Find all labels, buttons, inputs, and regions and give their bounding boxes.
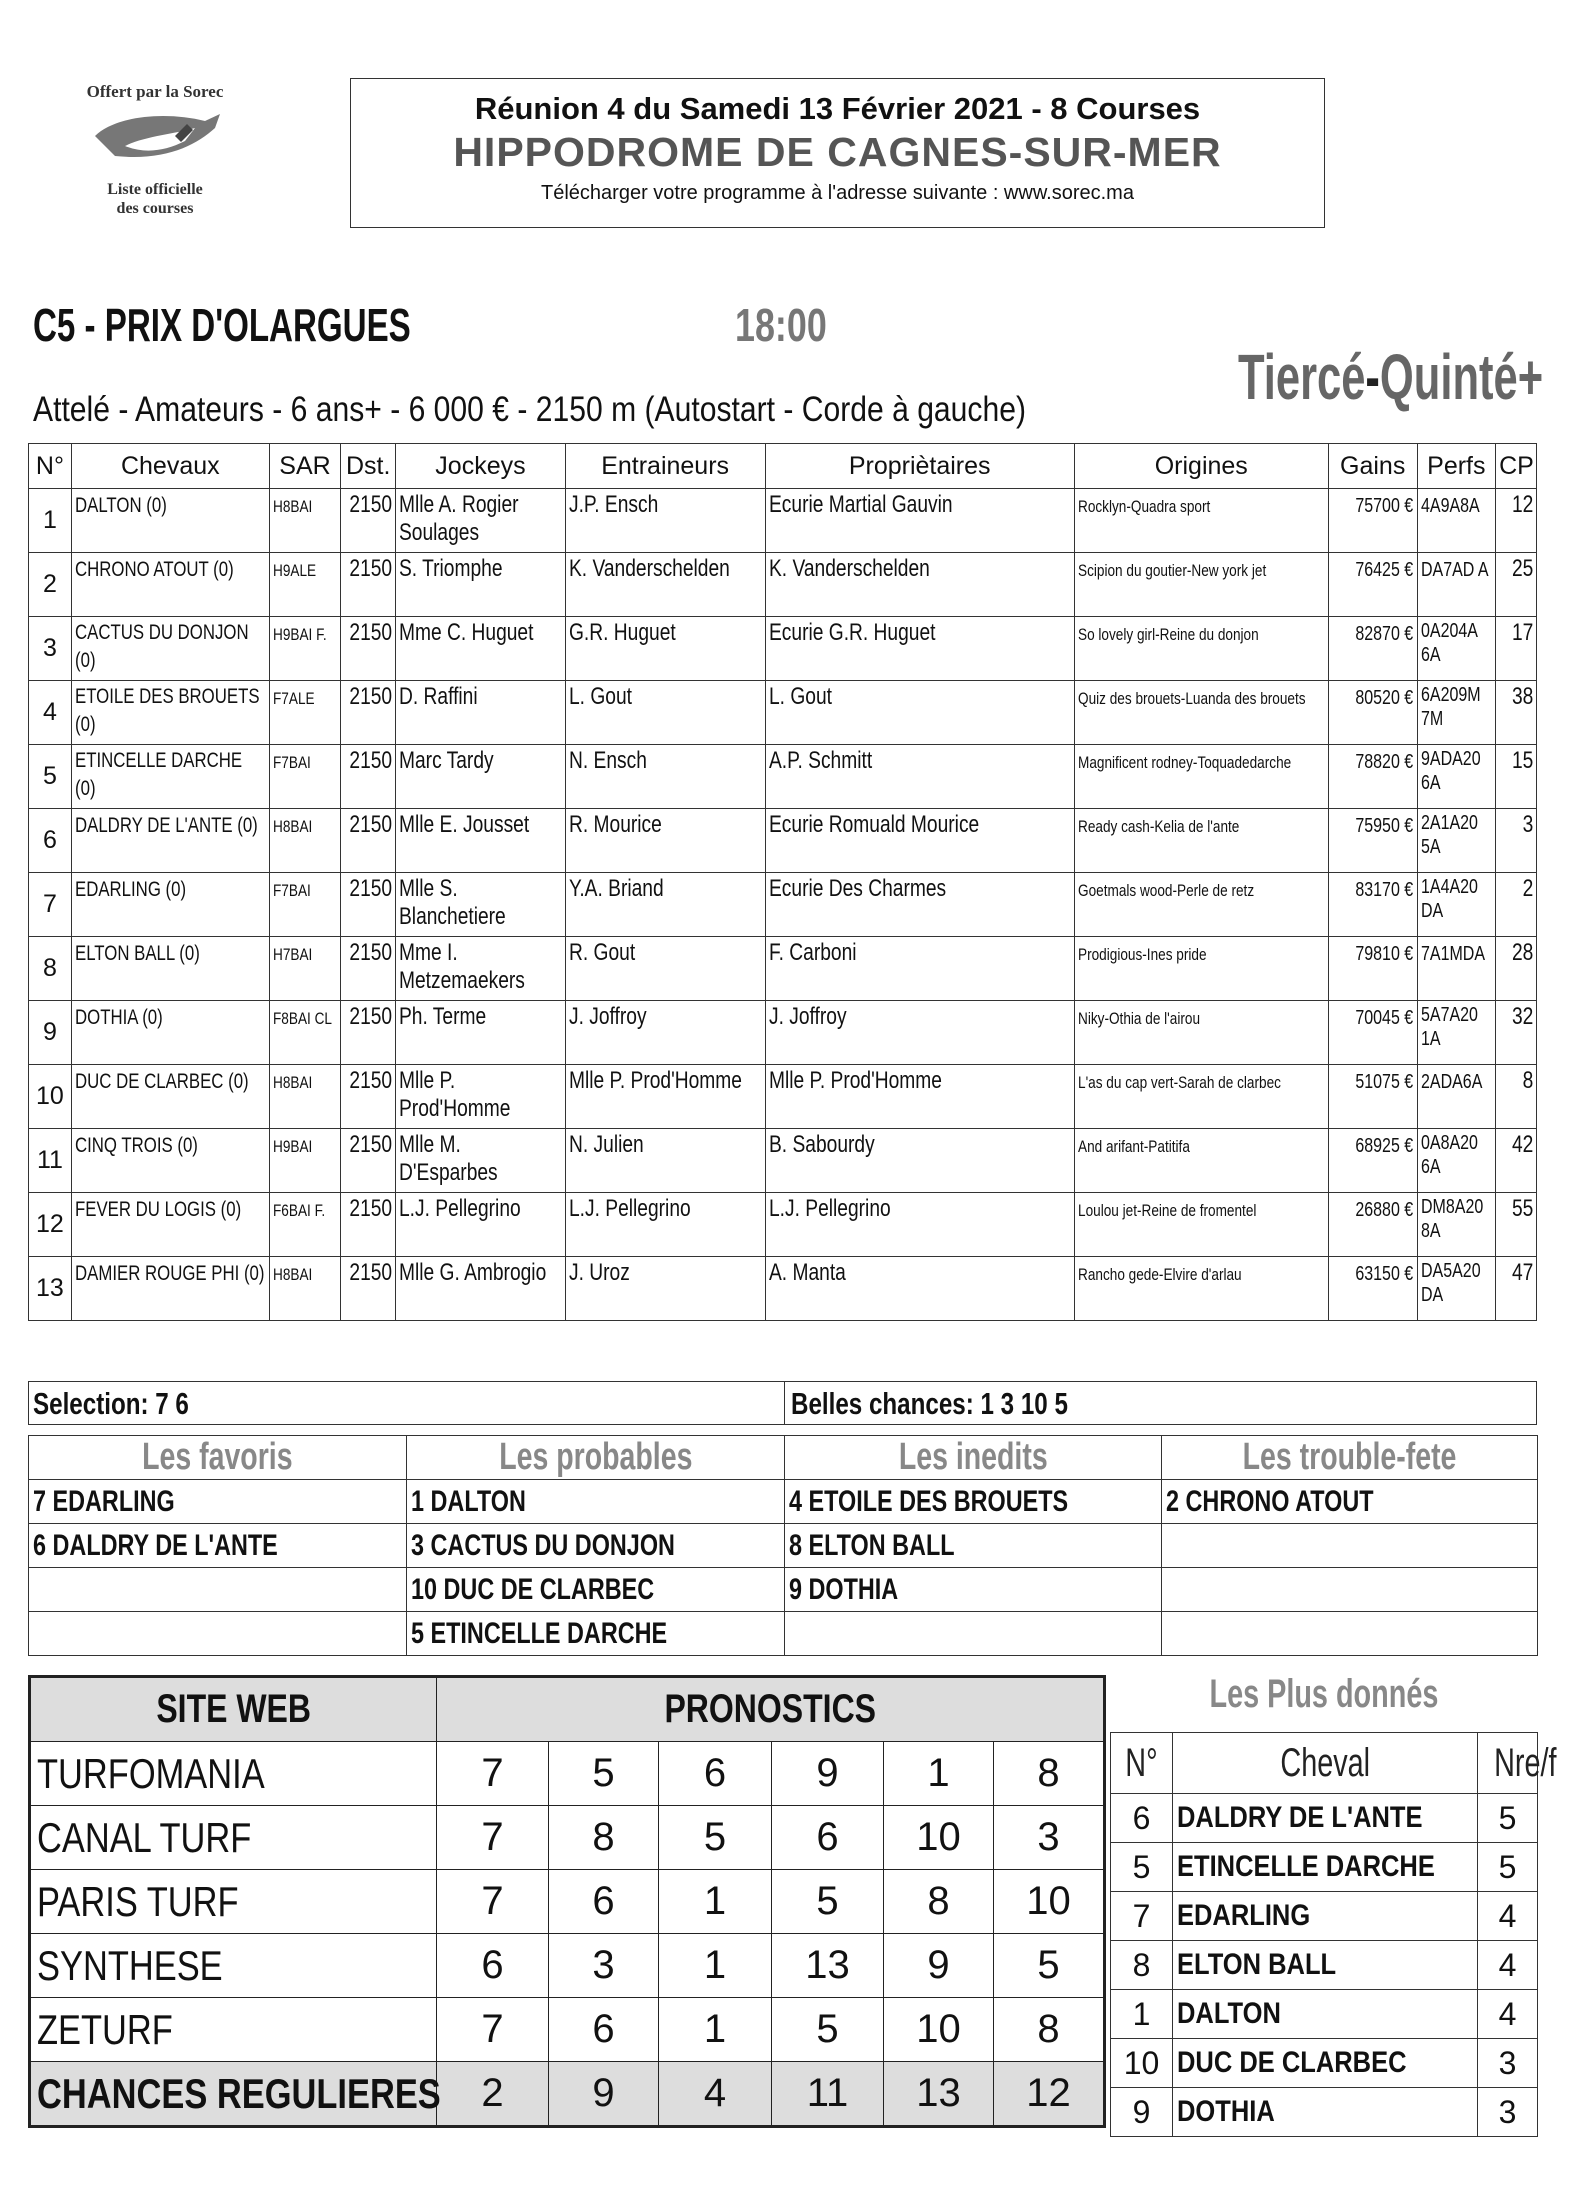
runners-header-row: [29, 444, 1537, 489]
runner-jockey: Mlle M. D'Esparbes: [396, 1129, 565, 1193]
runner-sar: F8BAI CL: [269, 1001, 340, 1065]
pronostics-table: [28, 1675, 1106, 2128]
pronostic-site: TURFOMANIA: [30, 1742, 437, 1806]
runner-row: [29, 681, 1537, 745]
runner-cp: 32: [1496, 1001, 1537, 1065]
pronostic-value: 5: [549, 1742, 659, 1806]
runner-gains: 70045 €: [1328, 1001, 1417, 1065]
runner-origin: Rocklyn-Quadra sport: [1074, 489, 1328, 553]
pronostic-value: 9: [884, 1934, 994, 1998]
plus-donnes-count: 5: [1478, 1794, 1538, 1843]
plus-donnes-header: Cheval: [1173, 1733, 1478, 1794]
pronostic-value: 8: [994, 1742, 1105, 1806]
runner-horse: DUC DE CLARBEC (0): [71, 1065, 269, 1129]
pronostic-value: 11: [772, 2062, 884, 2127]
runner-gains: 75700 €: [1328, 489, 1417, 553]
runner-owner: L. Gout: [765, 681, 1074, 745]
plus-donnes-number: 6: [1111, 1794, 1173, 1843]
runner-horse: ETOILE DES BROUETS (0): [71, 681, 269, 745]
runner-trainer: R. Gout: [565, 937, 765, 1001]
plus-donnes-row: [1111, 2039, 1538, 2088]
runner-cp: 15: [1496, 745, 1537, 809]
pronostic-row: [30, 2062, 1105, 2127]
runner-row: [29, 1001, 1537, 1065]
runner-row: [29, 873, 1537, 937]
runner-dst: 2150: [341, 489, 396, 553]
pronostic-value: 12: [994, 2062, 1105, 2127]
selection-text: Selection: 7 6: [33, 1386, 189, 1421]
runner-n: 2: [29, 553, 72, 617]
pronostic-value: 10: [884, 1998, 994, 2062]
runner-perfs: DA7AD A: [1417, 553, 1496, 617]
plus-donnes-horse: EDARLING: [1173, 1892, 1478, 1941]
column-header: CP: [1496, 444, 1537, 489]
category-cell: 4 ETOILE DES BROUETS: [785, 1480, 1162, 1524]
pronostic-row: [30, 1806, 1105, 1870]
runner-jockey: Mlle S. Blanchetiere: [396, 873, 565, 937]
runner-origin: Goetmals wood-Perle de retz: [1074, 873, 1328, 937]
runner-owner: F. Carboni: [765, 937, 1074, 1001]
runner-sar: H7BAI: [269, 937, 340, 1001]
runner-perfs: DA5A20 DA: [1417, 1257, 1496, 1321]
pronostic-value: 7: [437, 1806, 549, 1870]
sorec-logo: [60, 82, 250, 232]
plus-donnes-row: [1111, 2088, 1538, 2137]
runner-owner: Ecurie Des Charmes: [765, 873, 1074, 937]
plus-donnes-table: [1110, 1732, 1557, 2137]
runner-cp: 42: [1496, 1129, 1537, 1193]
belles-chances-text: Belles chances: 1 3 10 5: [791, 1386, 1068, 1421]
selection-bar: [28, 1381, 1537, 1425]
pronostic-value: 7: [437, 1998, 549, 2062]
plus-donnes-horse: DOTHIA: [1173, 2088, 1478, 2137]
runner-jockey: S. Triomphe: [396, 553, 565, 617]
runner-trainer: J. Joffroy: [565, 1001, 765, 1065]
runner-gains: 76425 €: [1328, 553, 1417, 617]
pronostic-value: 6: [659, 1742, 772, 1806]
category-cell: 9 DOTHIA: [785, 1568, 1162, 1612]
venue-name: HIPPODROME DE CAGNES-SUR-MER: [453, 129, 1222, 175]
logo-offered-by: Offert par la Sorec: [86, 82, 224, 101]
runner-n: 6: [29, 809, 72, 873]
runner-dst: 2150: [341, 1065, 396, 1129]
column-header: N°: [29, 444, 72, 489]
pronostic-value: 1: [884, 1742, 994, 1806]
runner-row: [29, 489, 1537, 553]
runner-horse: CINQ TROIS (0): [71, 1129, 269, 1193]
column-header: Entraineurs: [565, 444, 765, 489]
category-cell: [29, 1612, 407, 1656]
runner-origin: Scipion du goutier-New york jet: [1074, 553, 1328, 617]
runner-jockey: L.J. Pellegrino: [396, 1193, 565, 1257]
category-cell: 2 CHRONO ATOUT: [1162, 1480, 1538, 1524]
plus-donnes-header: Nre/f: [1478, 1733, 1538, 1794]
runner-row: [29, 1129, 1537, 1193]
horse-logo-icon: [75, 106, 235, 176]
runner-n: 11: [29, 1129, 72, 1193]
runner-gains: 68925 €: [1328, 1129, 1417, 1193]
column-header: Dst.: [341, 444, 396, 489]
runner-jockey: Mme C. Huguet: [396, 617, 565, 681]
runner-owner: K. Vanderschelden: [765, 553, 1074, 617]
pronostic-value: 3: [549, 1934, 659, 1998]
pronostic-value: 10: [994, 1870, 1105, 1934]
category-cell: [785, 1612, 1162, 1656]
runner-owner: Ecurie Martial Gauvin: [765, 489, 1074, 553]
runner-n: 10: [29, 1065, 72, 1129]
runner-cp: 17: [1496, 617, 1537, 681]
pronostic-site: CHANCES REGULIERES: [30, 2062, 437, 2127]
runner-gains: 51075 €: [1328, 1065, 1417, 1129]
runner-dst: 2150: [341, 681, 396, 745]
runner-jockey: Mlle E. Jousset: [396, 809, 565, 873]
runner-owner: L.J. Pellegrino: [765, 1193, 1074, 1257]
category-header: Les favoris: [29, 1436, 407, 1480]
runner-n: 1: [29, 489, 72, 553]
plus-donnes-count: 3: [1478, 2039, 1538, 2088]
category-cell: 3 CACTUS DU DONJON: [407, 1524, 785, 1568]
runner-origin: Prodigious-Ines pride: [1074, 937, 1328, 1001]
column-header: Perfs: [1417, 444, 1496, 489]
runner-perfs: DM8A20 8A: [1417, 1193, 1496, 1257]
runner-owner: Mlle P. Prod'Homme: [765, 1065, 1074, 1129]
runner-perfs: 1A4A20 DA: [1417, 873, 1496, 937]
runner-sar: H8BAI: [269, 1257, 340, 1321]
runner-sar: H8BAI: [269, 809, 340, 873]
pronostic-value: 9: [772, 1742, 884, 1806]
plus-donnes-number: 9: [1111, 2088, 1173, 2137]
runner-origin: Loulou jet-Reine de fromentel: [1074, 1193, 1328, 1257]
plus-donnes-count: 4: [1478, 1990, 1538, 2039]
runner-origin: And arifant-Patitifa: [1074, 1129, 1328, 1193]
runner-perfs: 4A9A8A: [1417, 489, 1496, 553]
runner-horse: DOTHIA (0): [71, 1001, 269, 1065]
category-row: [29, 1568, 1538, 1612]
pronostic-value: 5: [659, 1806, 772, 1870]
categories-table: [28, 1435, 1538, 1656]
runner-dst: 2150: [341, 937, 396, 1001]
runner-row: [29, 617, 1537, 681]
runner-sar: F7BAI: [269, 745, 340, 809]
runner-owner: Ecurie G.R. Huguet: [765, 617, 1074, 681]
runner-owner: B. Sabourdy: [765, 1129, 1074, 1193]
runner-trainer: Mlle P. Prod'Homme: [565, 1065, 765, 1129]
runner-jockey: Mlle G. Ambrogio: [396, 1257, 565, 1321]
plus-donnes-count: 4: [1478, 1892, 1538, 1941]
pronostic-value: 13: [772, 1934, 884, 1998]
plus-donnes-row: [1111, 1843, 1538, 1892]
runner-horse: FEVER DU LOGIS (0): [71, 1193, 269, 1257]
plus-donnes-title: Les Plus donnés: [1209, 1672, 1438, 1716]
category-cell: 1 DALTON: [407, 1480, 785, 1524]
runner-gains: 83170 €: [1328, 873, 1417, 937]
logo-line-2: des courses: [116, 200, 194, 217]
category-cell: 6 DALDRY DE L'ANTE: [29, 1524, 407, 1568]
pronostic-value: 3: [994, 1806, 1105, 1870]
bet-type: [1238, 340, 1543, 414]
runner-cp: 55: [1496, 1193, 1537, 1257]
runner-dst: 2150: [341, 1193, 396, 1257]
pronostic-value: 6: [772, 1806, 884, 1870]
category-cell: [1162, 1612, 1538, 1656]
plus-donnes-row: [1111, 1941, 1538, 1990]
category-cell: [1162, 1524, 1538, 1568]
runner-owner: J. Joffroy: [765, 1001, 1074, 1065]
pronostics-header: PRONOSTICS: [437, 1677, 1105, 1742]
meeting-info: Réunion 4 du Samedi 13 Février 2021 - 8 Courses: [474, 91, 1201, 126]
pronostic-value: 5: [772, 1870, 884, 1934]
pronostic-value: 5: [772, 1998, 884, 2062]
pronostic-value: 6: [437, 1934, 549, 1998]
runner-origin: L'as du cap vert-Sarah de clarbec: [1074, 1065, 1328, 1129]
runner-perfs: 5A7A20 1A: [1417, 1001, 1496, 1065]
column-header: SAR: [269, 444, 340, 489]
runner-cp: 25: [1496, 553, 1537, 617]
category-cell: 5 ETINCELLE DARCHE: [407, 1612, 785, 1656]
pronostic-site: PARIS TURF: [30, 1870, 437, 1934]
pronostic-value: 10: [884, 1806, 994, 1870]
race-conditions: Attelé - Amateurs - 6 ans+ - 6 000 € - 2150 m (Autostart - Corde à gauche): [33, 390, 1026, 429]
category-cell: [29, 1568, 407, 1612]
runner-cp: 3: [1496, 809, 1537, 873]
runner-horse: CHRONO ATOUT (0): [71, 553, 269, 617]
runner-n: 7: [29, 873, 72, 937]
runner-row: [29, 1257, 1537, 1321]
runner-row: [29, 745, 1537, 809]
runner-gains: 26880 €: [1328, 1193, 1417, 1257]
runner-dst: 2150: [341, 809, 396, 873]
runner-horse: DALTON (0): [71, 489, 269, 553]
runner-jockey: Ph. Terme: [396, 1001, 565, 1065]
plus-donnes-horse: ETINCELLE DARCHE: [1173, 1843, 1478, 1892]
runner-horse: ETINCELLE DARCHE (0): [71, 745, 269, 809]
category-cell: 10 DUC DE CLARBEC: [407, 1568, 785, 1612]
runner-origin: Ready cash-Kelia de l'ante: [1074, 809, 1328, 873]
runner-sar: F6BAI F.: [269, 1193, 340, 1257]
runner-gains: 75950 €: [1328, 809, 1417, 873]
plus-donnes-number: 10: [1111, 2039, 1173, 2088]
runner-perfs: 0A204A 6A: [1417, 617, 1496, 681]
logo-line-1: Liste officielle: [107, 181, 203, 198]
runner-gains: 63150 €: [1328, 1257, 1417, 1321]
runner-origin: Magnificent rodney-Toquadedarche: [1074, 745, 1328, 809]
runners-table: [28, 443, 1537, 1321]
runner-sar: H8BAI: [269, 489, 340, 553]
plus-donnes-header: N°: [1111, 1733, 1173, 1794]
runner-sar: H9BAI: [269, 1129, 340, 1193]
pronostic-value: 2: [437, 2062, 549, 2127]
runner-jockey: Marc Tardy: [396, 745, 565, 809]
plus-donnes-count: 4: [1478, 1941, 1538, 1990]
bet-dash: -: [1365, 341, 1380, 413]
runner-trainer: L. Gout: [565, 681, 765, 745]
pronostic-row: [30, 1870, 1105, 1934]
runner-cp: 12: [1496, 489, 1537, 553]
plus-donnes-count: 3: [1478, 2088, 1538, 2137]
column-header: Propriètaires: [765, 444, 1074, 489]
pronostic-value: 1: [659, 1870, 772, 1934]
runner-row: [29, 1193, 1537, 1257]
category-cell: [1162, 1568, 1538, 1612]
runner-horse: DAMIER ROUGE PHI (0): [71, 1257, 269, 1321]
runner-n: 13: [29, 1257, 72, 1321]
pronostic-value: 8: [884, 1870, 994, 1934]
pronostic-site: ZETURF: [30, 1998, 437, 2062]
runner-dst: 2150: [341, 1257, 396, 1321]
runner-trainer: N. Julien: [565, 1129, 765, 1193]
pronostic-row: [30, 1998, 1105, 2062]
runner-jockey: Mlle P. Prod'Homme: [396, 1065, 565, 1129]
runner-trainer: J.P. Ensch: [565, 489, 765, 553]
race-title: C5 - PRIX D'OLARGUES: [33, 299, 411, 351]
pronostic-value: 6: [549, 1870, 659, 1934]
plus-donnes-horse: DALTON: [1173, 1990, 1478, 2039]
column-header: Chevaux: [71, 444, 269, 489]
runner-horse: DALDRY DE L'ANTE (0): [71, 809, 269, 873]
runner-dst: 2150: [341, 617, 396, 681]
runner-gains: 78820 €: [1328, 745, 1417, 809]
pronostic-value: 8: [994, 1998, 1105, 2062]
category-cell: 7 EDARLING: [29, 1480, 407, 1524]
runner-trainer: L.J. Pellegrino: [565, 1193, 765, 1257]
runner-cp: 38: [1496, 681, 1537, 745]
runner-n: 4: [29, 681, 72, 745]
runner-sar: H9BAI F.: [269, 617, 340, 681]
plus-donnes-number: 7: [1111, 1892, 1173, 1941]
runner-origin: So lovely girl-Reine du donjon: [1074, 617, 1328, 681]
runner-origin: Rancho gede-Elvire d'arlau: [1074, 1257, 1328, 1321]
pronostic-value: 6: [549, 1998, 659, 2062]
pronostic-value: 7: [437, 1870, 549, 1934]
runner-owner: A.P. Schmitt: [765, 745, 1074, 809]
runner-row: [29, 937, 1537, 1001]
runner-jockey: Mlle A. Rogier Soulages: [396, 489, 565, 553]
category-row: [29, 1524, 1538, 1568]
runner-trainer: Y.A. Briand: [565, 873, 765, 937]
runner-perfs: 7A1MDA: [1417, 937, 1496, 1001]
runner-gains: 79810 €: [1328, 937, 1417, 1001]
download-info: Télécharger votre programme à l'adresse suivante : www.sorec.ma: [541, 182, 1134, 204]
runner-perfs: 2ADA6A: [1417, 1065, 1496, 1129]
runner-gains: 82870 €: [1328, 617, 1417, 681]
runner-perfs: 6A209M 7M: [1417, 681, 1496, 745]
runner-cp: 28: [1496, 937, 1537, 1001]
runner-n: 3: [29, 617, 72, 681]
pronostic-row: [30, 1934, 1105, 1998]
category-row: [29, 1612, 1538, 1656]
runner-cp: 2: [1496, 873, 1537, 937]
plus-donnes-number: 5: [1111, 1843, 1173, 1892]
category-header: Les probables: [407, 1436, 785, 1480]
runner-dst: 2150: [341, 745, 396, 809]
pronostic-value: 7: [437, 1742, 549, 1806]
pronostic-row: [30, 1742, 1105, 1806]
runner-trainer: R. Mourice: [565, 809, 765, 873]
column-header: Gains: [1328, 444, 1417, 489]
runner-perfs: 0A8A20 6A: [1417, 1129, 1496, 1193]
runner-horse: CACTUS DU DONJON (0): [71, 617, 269, 681]
category-row: [29, 1480, 1538, 1524]
runner-perfs: 2A1A20 5A: [1417, 809, 1496, 873]
plus-donnes-row: [1111, 1990, 1538, 2039]
runner-trainer: G.R. Huguet: [565, 617, 765, 681]
runner-trainer: N. Ensch: [565, 745, 765, 809]
category-cell: 8 ELTON BALL: [785, 1524, 1162, 1568]
runner-cp: 8: [1496, 1065, 1537, 1129]
meeting-header: [350, 78, 1325, 228]
column-header: Jockeys: [396, 444, 565, 489]
runner-owner: Ecurie Romuald Mourice: [765, 809, 1074, 873]
runner-sar: H9ALE: [269, 553, 340, 617]
runner-row: [29, 553, 1537, 617]
plus-donnes-horse: ELTON BALL: [1173, 1941, 1478, 1990]
pronostic-site: CANAL TURF: [30, 1806, 437, 1870]
runner-jockey: D. Raffini: [396, 681, 565, 745]
runner-row: [29, 1065, 1537, 1129]
runner-horse: ELTON BALL (0): [71, 937, 269, 1001]
runner-sar: F7BAI: [269, 873, 340, 937]
runner-origin: Quiz des brouets-Luanda des brouets: [1074, 681, 1328, 745]
runner-cp: 47: [1496, 1257, 1537, 1321]
pronostic-value: 5: [994, 1934, 1105, 1998]
category-header: Les inedits: [785, 1436, 1162, 1480]
runner-trainer: K. Vanderschelden: [565, 553, 765, 617]
plus-donnes-row: [1111, 1794, 1538, 1843]
runner-sar: F7ALE: [269, 681, 340, 745]
runner-horse: EDARLING (0): [71, 873, 269, 937]
runner-n: 12: [29, 1193, 72, 1257]
column-header: Origines: [1074, 444, 1328, 489]
pronostic-value: 1: [659, 1998, 772, 2062]
runner-gains: 80520 €: [1328, 681, 1417, 745]
plus-donnes-horse: DUC DE CLARBEC: [1173, 2039, 1478, 2088]
plus-donnes-count: 5: [1478, 1843, 1538, 1892]
plus-donnes-horse: DALDRY DE L'ANTE: [1173, 1794, 1478, 1843]
race-time: 18:00: [735, 299, 827, 351]
plus-donnes-number: 8: [1111, 1941, 1173, 1990]
bet-tierce: Tiercé: [1238, 341, 1366, 413]
runner-perfs: 9ADA20 6A: [1417, 745, 1496, 809]
runner-n: 9: [29, 1001, 72, 1065]
plus-donnes-number: 1: [1111, 1990, 1173, 2039]
runner-n: 8: [29, 937, 72, 1001]
runner-sar: H8BAI: [269, 1065, 340, 1129]
runner-n: 5: [29, 745, 72, 809]
bet-quinte: Quinté+: [1379, 341, 1544, 413]
runner-jockey: Mme I. Metzemaekers: [396, 937, 565, 1001]
runner-dst: 2150: [341, 553, 396, 617]
site-web-header: SITE WEB: [30, 1677, 437, 1742]
pronostic-value: 4: [659, 2062, 772, 2127]
runner-dst: 2150: [341, 873, 396, 937]
pronostic-value: 9: [549, 2062, 659, 2127]
category-header: Les trouble-fete: [1162, 1436, 1538, 1480]
pronostic-value: 13: [884, 2062, 994, 2127]
runner-trainer: J. Uroz: [565, 1257, 765, 1321]
pronostic-value: 8: [549, 1806, 659, 1870]
pronostic-site: SYNTHESE: [30, 1934, 437, 1998]
runner-dst: 2150: [341, 1001, 396, 1065]
runner-origin: Niky-Othia de l'airou: [1074, 1001, 1328, 1065]
runner-owner: A. Manta: [765, 1257, 1074, 1321]
runner-row: [29, 809, 1537, 873]
plus-donnes-row: [1111, 1892, 1538, 1941]
runner-dst: 2150: [341, 1129, 396, 1193]
pronostic-value: 1: [659, 1934, 772, 1998]
